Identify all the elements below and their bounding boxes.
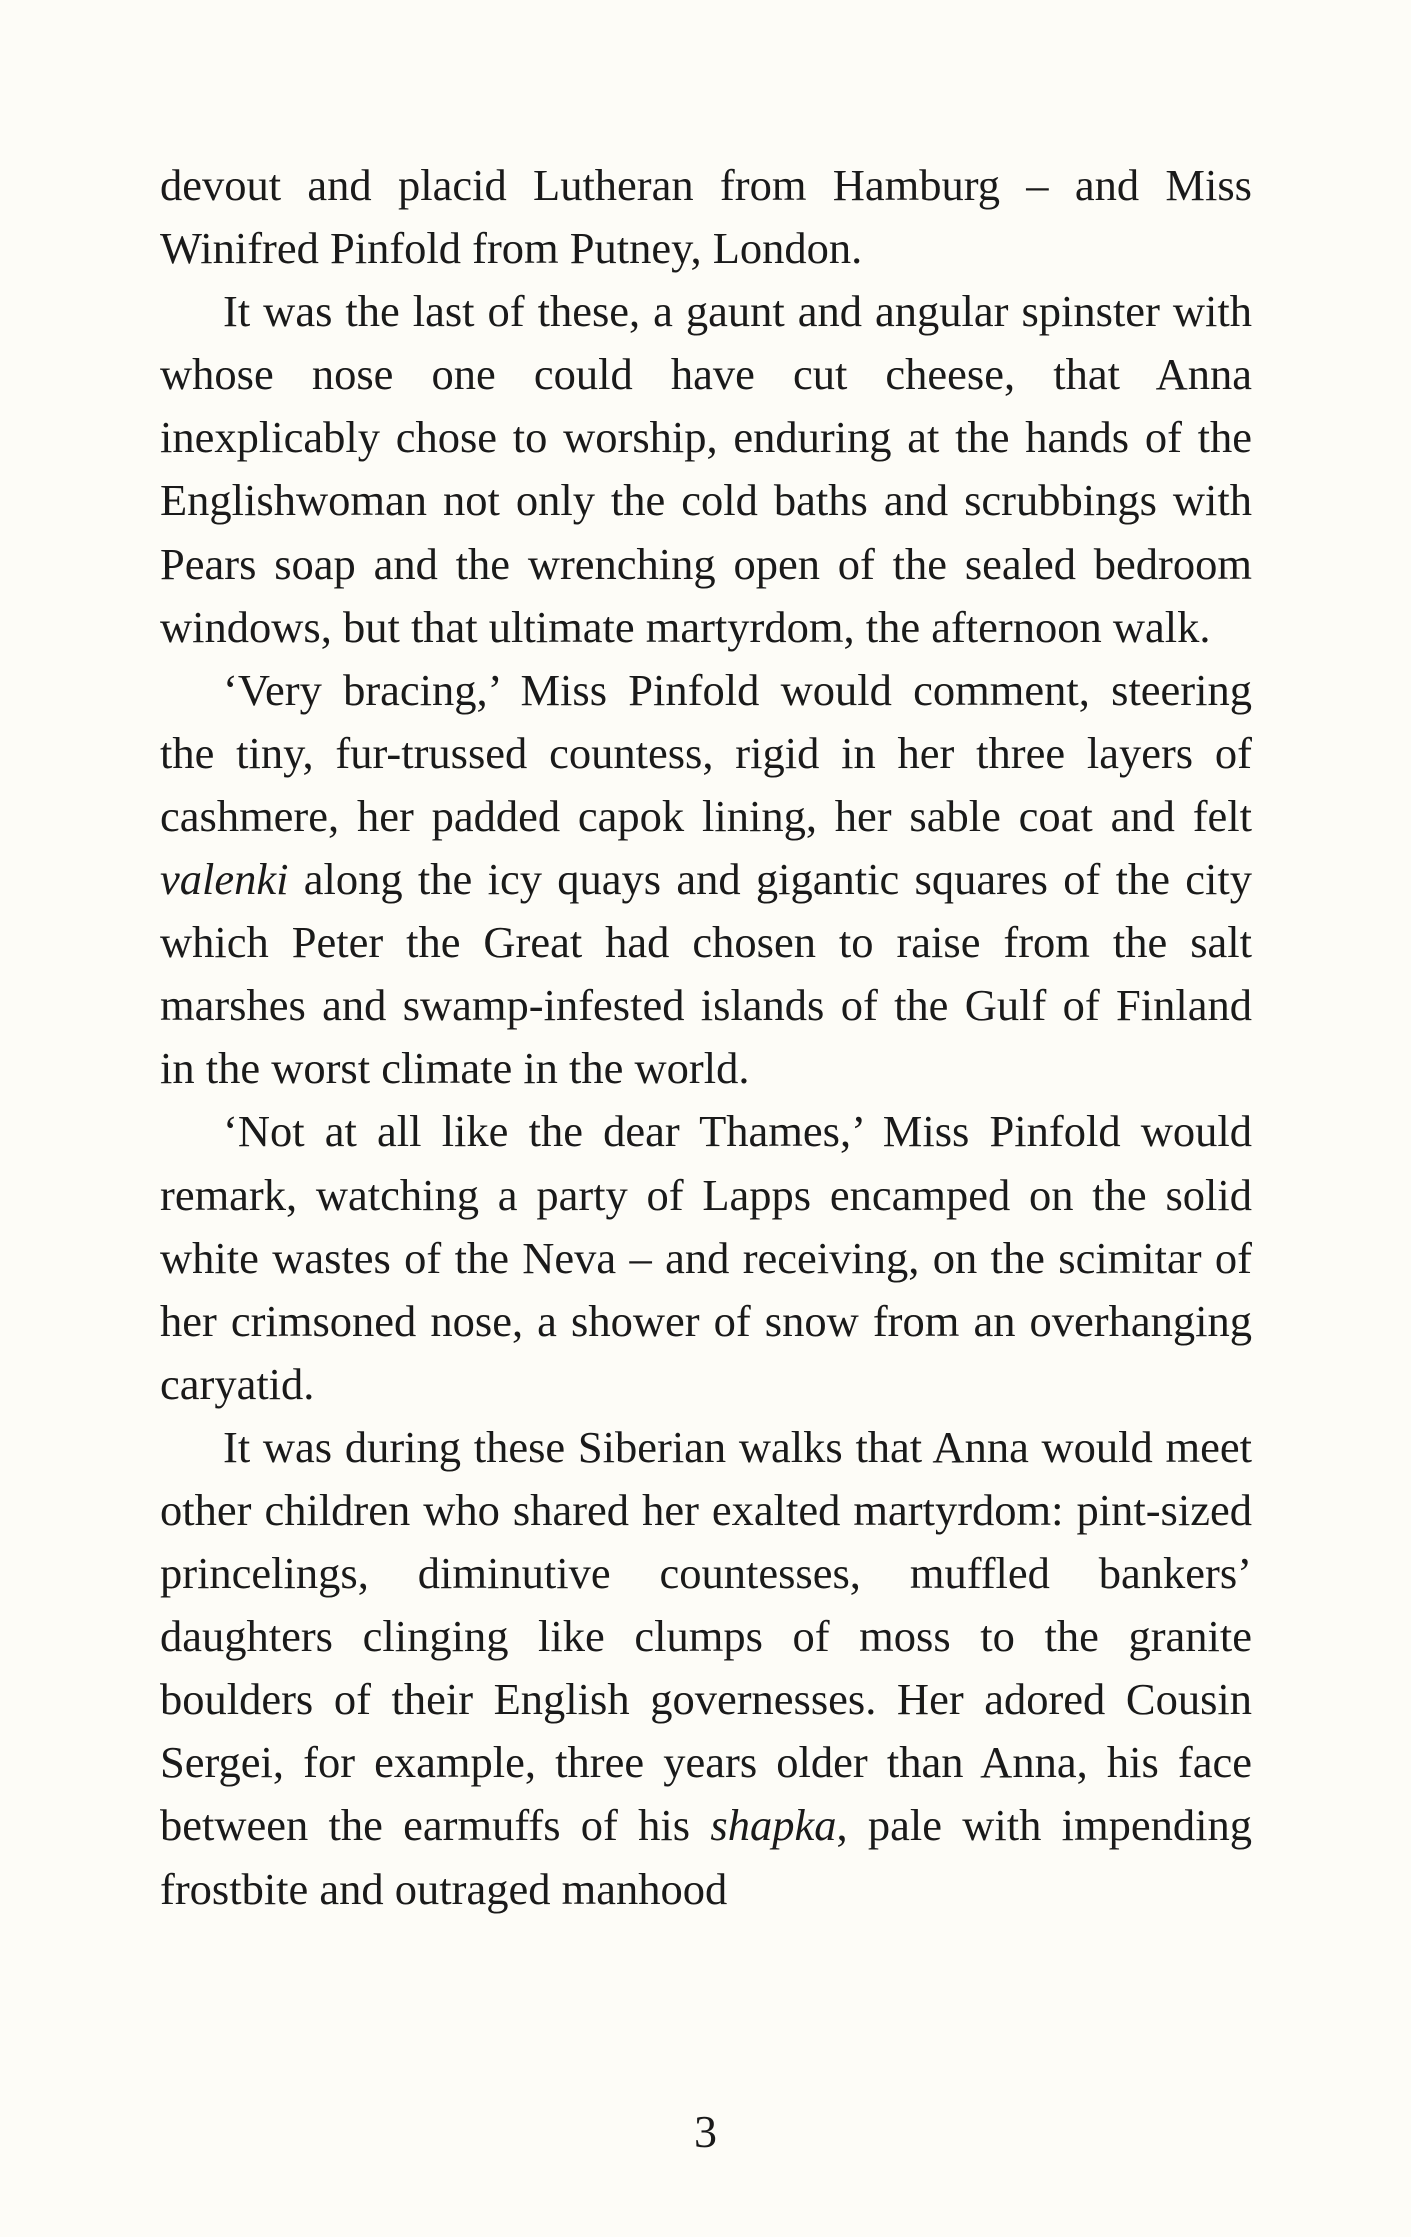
paragraph-5-text-a: It was during these Siberian walks that Anna would meet other children who shared her exalted martyrdom: pint-sized princelings, diminutive countesses, muffled bankers’ daughters clinging like clumps of moss to the granite boulders of their English governesses. Her adored Cousin Sergei, for example, three years older than Anna, his face between the earmuffs of his: [160, 1421, 1252, 1851]
paragraph-1-text: devout and placid Lutheran from Hamburg – and Miss Winifred Pinfold from Putney, London.: [160, 160, 1252, 274]
paragraph-2: [160, 280, 1252, 659]
body-text: [160, 154, 1252, 1921]
paragraph-4-text: ‘Not at all like the dear Thames,’ Miss Pinfold would remark, watching a party of Lapps encamped on the solid white wastes of the Neva – and receiving, on the scimitar of her crimsoned nose, a shower of snow from an overhanging caryatid.: [160, 1106, 1252, 1409]
paragraph-4: [160, 1100, 1252, 1415]
page-number: 3: [694, 2106, 717, 2157]
paragraph-3-text-b: along the icy quays and gigantic squares of the city which Peter the Great had chosen to raise from the salt marshes and swamp-infested islands of the Gulf of Finland in the worst climate in the world.: [160, 854, 1252, 1094]
paragraph-3-text-a: ‘Very bracing,’ Miss Pinfold would comment, steering the tiny, fur-trussed countess, rigid in her three layers of cashmere, her padded capok lining, her sable coat and felt: [160, 664, 1252, 841]
paragraph-5-text-b: , pale with impending frostbite and outraged manhood: [160, 1800, 1252, 1914]
paragraph-2-text: It was the last of these, a gaunt and angular spinster with whose nose one could have cut cheese, that Anna inexplicably chose to worship, enduring at the hands of the Englishwoman not only the cold baths and scrubbings with Pears soap and the wrenching open of the sealed bedroom windows, but that ultimate martyrdom, the afternoon walk.: [160, 286, 1252, 652]
paragraph-3: [160, 659, 1252, 1101]
italic-word-shapka: shapka: [710, 1800, 837, 1851]
italic-word-valenki: valenki: [160, 854, 289, 905]
paragraph-1: [160, 154, 1252, 280]
paragraph-5: [160, 1416, 1252, 1921]
